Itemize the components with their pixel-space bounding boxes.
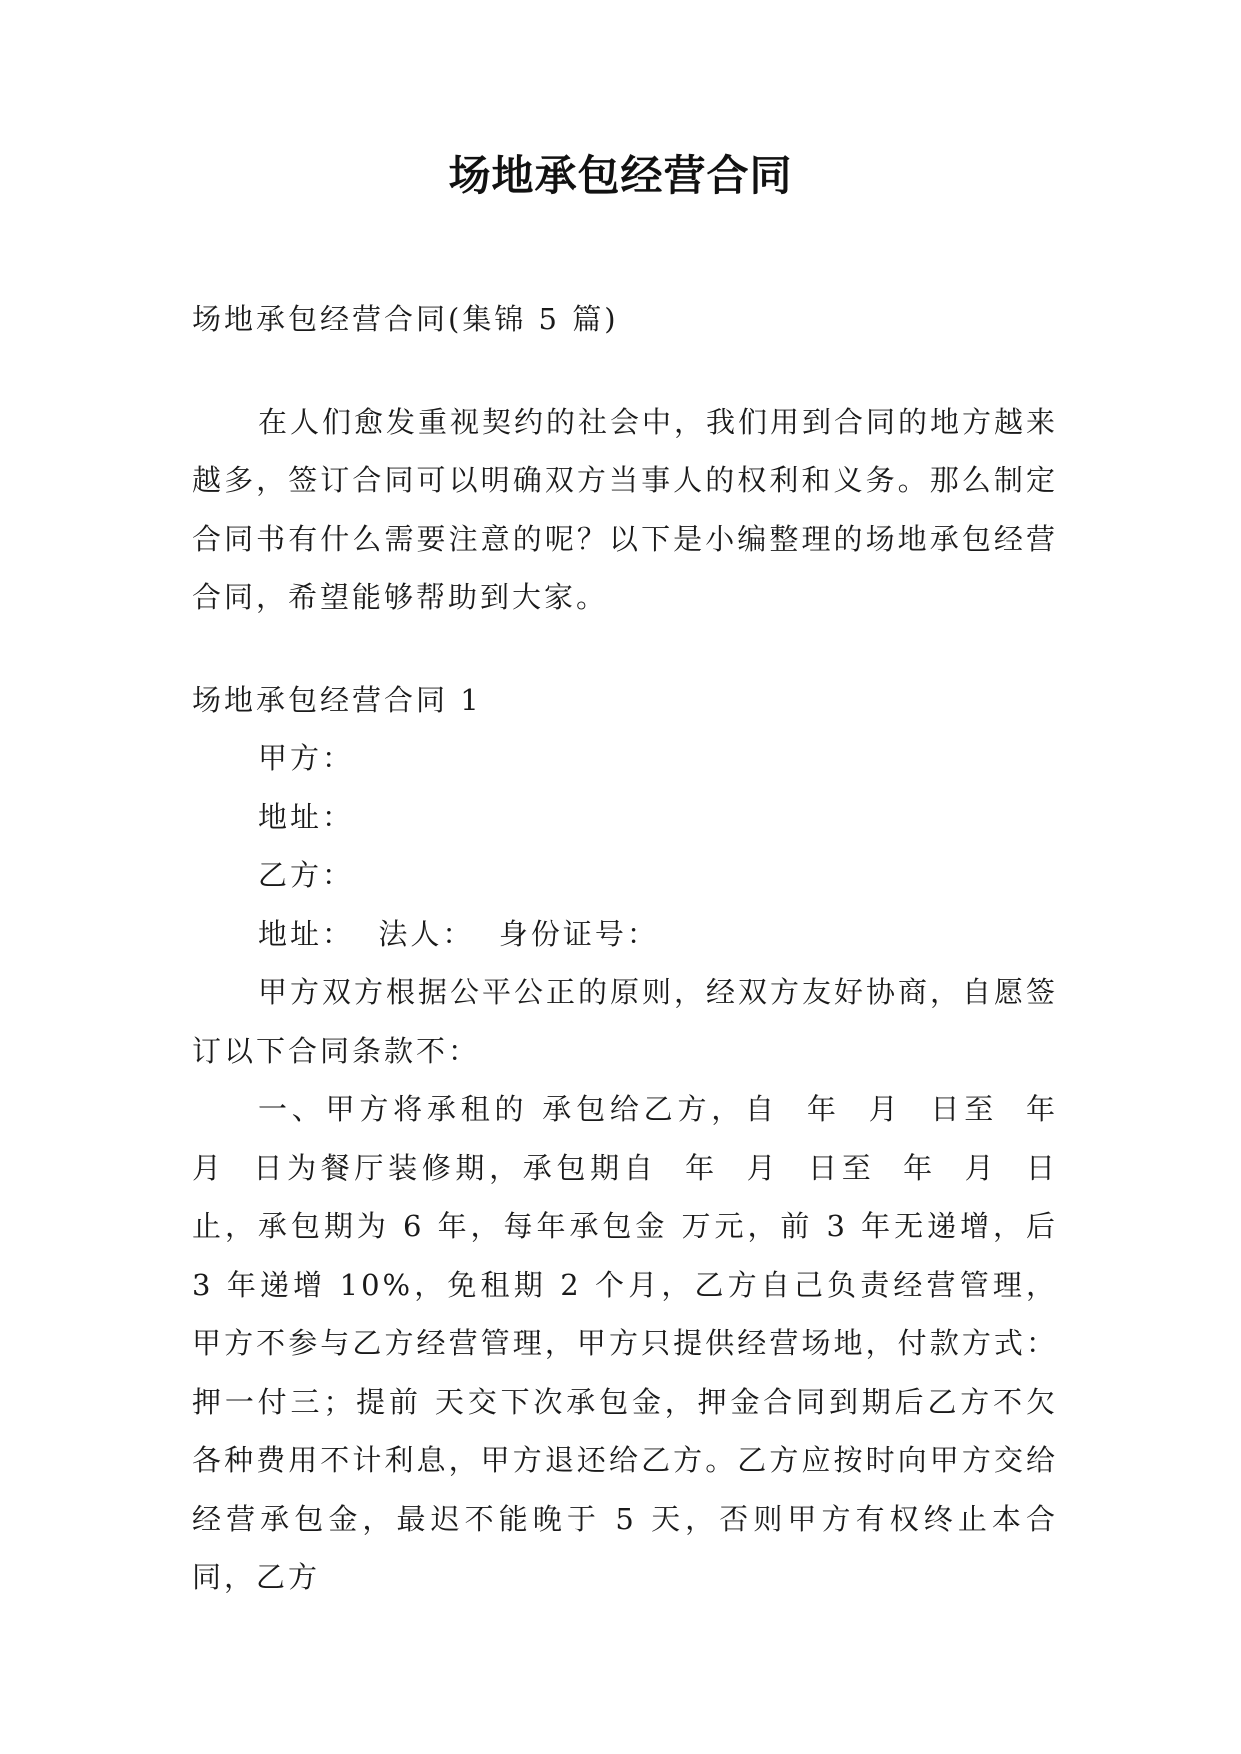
address-b-line: 地址： 法人： 身份证号： [258, 916, 659, 951]
clause-one-paragraph: 一、甲方将承租的 承包给乙方，自 年 月 日至 年 月 日为餐厅装修期，承包期自 年 月 日至 年 月 日止，承包期为 6 年，每年承包金 万元，前 3 年无递增，后 3 年递增 10%，免租期 2 个月，乙方自己负责经营管理，甲方不参与乙方经营管理，甲方只提供经营场地，付款方式：押一付三；提前 天交下次承包金，押金合同到期后乙方不欠各种费用不计利息，甲方退还给乙方。乙方应按时向甲方交给经营承包金，最迟不能晚于 5 天，否则甲方有权终止本合同，乙方 [192, 1092, 1083, 1594]
document-title: 场地承包经营合同 [448, 151, 793, 200]
document-body [192, 290, 1083, 1607]
address-a-line: 地址： [258, 799, 355, 834]
intro-paragraph: 在人们愈发重视契约的社会中，我们用到合同的地方越来越多，签订合同可以明确双方当事人的权利和义务。那么制定合同书有什么需要注意的呢？以下是小编整理的场地承包经营合同，希望能够帮助到大家。 [192, 404, 1059, 614]
party-a-line: 甲方： [258, 741, 355, 775]
spacer [192, 349, 1058, 393]
party-b-line: 乙方： [258, 858, 355, 892]
spacer [192, 627, 1058, 671]
preamble-paragraph: 甲方双方根据公平公正的原则，经双方友好协商，自愿签订以下合同条款不： [192, 975, 1059, 1068]
section-heading: 场地承包经营合同 1 [192, 682, 482, 717]
document-subtitle: 场地承包经营合同(集锦 5 篇) [192, 302, 619, 336]
